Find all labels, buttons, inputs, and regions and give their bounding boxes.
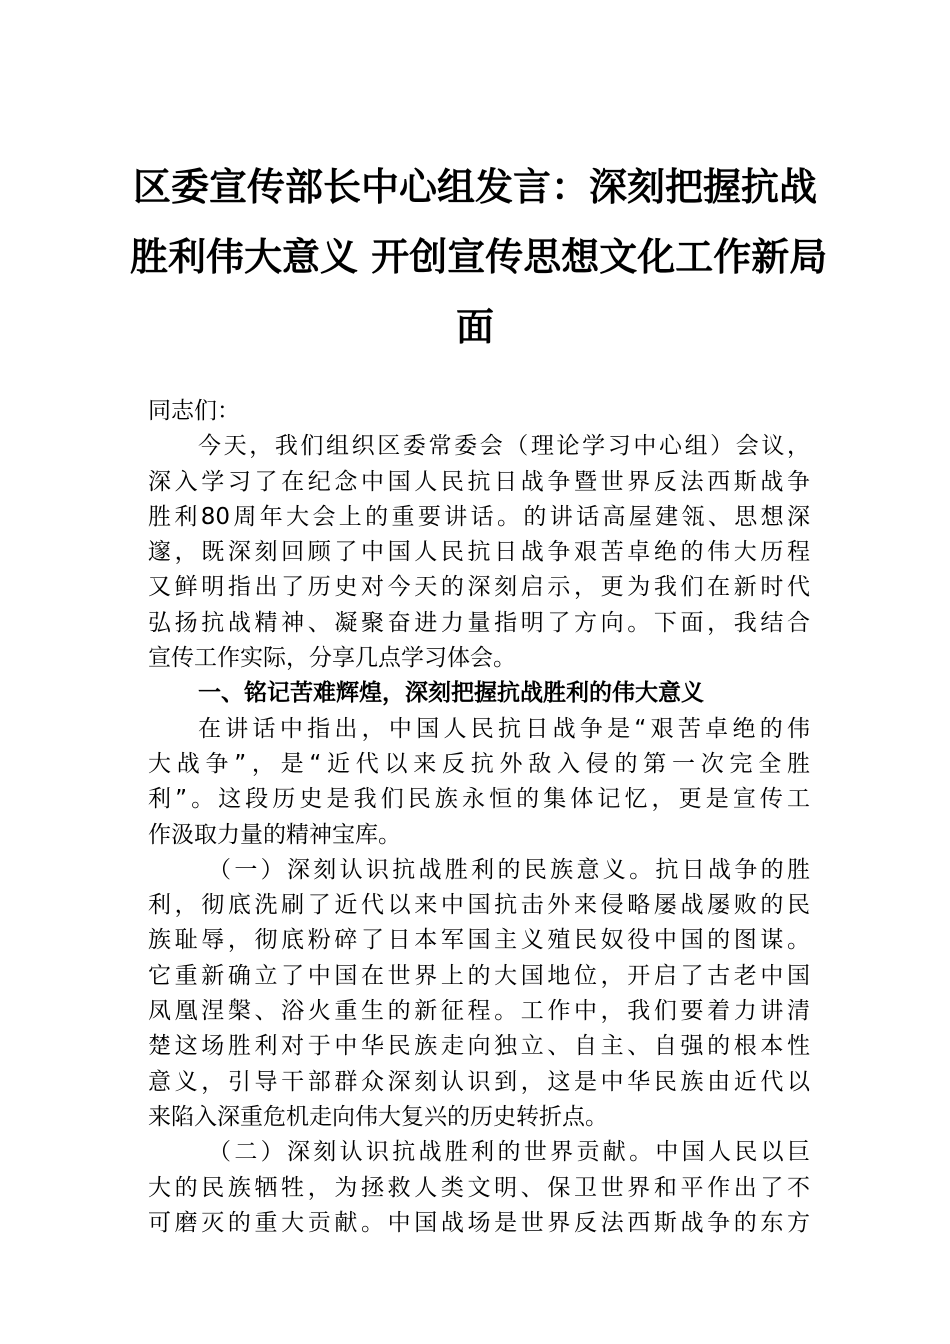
paragraph-line: 又鲜明指出了历史对今天的深刻启示，更为我们在新时代: [148, 574, 810, 601]
paragraph-line: 凤凰涅槃、浴火重生的新征程。工作中，我们要着力讲清: [148, 998, 810, 1025]
paragraph-line: 可磨灭的重大贡献。中国战场是世界反法西斯战争的东方: [148, 1209, 810, 1236]
paragraph-line: 它重新确立了中国在世界上的大国地位，开启了古老中国: [148, 962, 810, 989]
section-heading: 一、铭记苦难辉煌，深刻把握抗战胜利的伟大意义: [198, 680, 704, 707]
paragraph-line: 弘扬抗战精神、凝聚奋进力量指明了方向。下面，我结合: [148, 609, 810, 636]
document-title: [130, 152, 828, 362]
paragraph-line: 邃，既深刻回顾了中国人民抗日战争艰苦卓绝的伟大历程: [148, 539, 810, 566]
paragraph-line: 深入学习了在纪念中国人民抗日战争暨世界反法西斯战争: [148, 468, 810, 495]
subsection-paragraph-line: （二）深刻认识抗战胜利的世界贡献。中国人民以巨: [208, 1139, 810, 1166]
paragraph-line: 族耻辱，彻底粉碎了日本军国主义殖民奴役中国的图谋。: [148, 927, 810, 954]
salutation: 同志们：: [148, 398, 240, 424]
title-line-3: 面: [455, 304, 494, 349]
paragraph-line: 大战争”，是“近代以来反抗外敌入侵的第一次完全胜: [148, 750, 810, 777]
paragraph-line: 今天，我们组织区委常委会（理论学习中心组）会议，: [198, 433, 810, 460]
title-line-1: 区委宣传部长中心组发言：深刻把握抗战: [132, 164, 817, 209]
document-body: [148, 394, 810, 1241]
subsection-paragraph-line: （一）深刻认识抗战胜利的民族意义。抗日战争的胜: [208, 856, 810, 883]
paragraph-line: 大的民族牺牲，为拯救人类文明、保卫世界和平作出了不: [148, 1174, 810, 1201]
paragraph-line: 意义，引导干部群众深刻认识到，这是中华民族由近代以: [148, 1068, 810, 1095]
paragraph-line: 利”。这段历史是我们民族永恒的集体记忆，更是宣传工: [148, 786, 810, 813]
paragraph-line: 胜利80周年大会上的重要讲话。的讲话高屋建瓴、思想深: [148, 503, 810, 530]
paragraph-line: 宣传工作实际，分享几点学习体会。: [148, 645, 516, 672]
paragraph-line: 作汲取力量的精神宝库。: [148, 821, 401, 848]
paragraph-line: 楚这场胜利对于中华民族走向独立、自主、自强的根本性: [148, 1033, 810, 1060]
paragraph-line: 利，彻底洗刷了近代以来中国抗击外来侵略屡战屡败的民: [148, 892, 810, 919]
paragraph-line: 来陷入深重危机走向伟大复兴的历史转折点。: [148, 1103, 608, 1130]
title-line-2: 胜利伟大意义 开创宣传思想文化工作新局: [130, 234, 828, 279]
paragraph-line: 在讲话中指出，中国人民抗日战争是“艰苦卓绝的伟: [198, 715, 810, 742]
